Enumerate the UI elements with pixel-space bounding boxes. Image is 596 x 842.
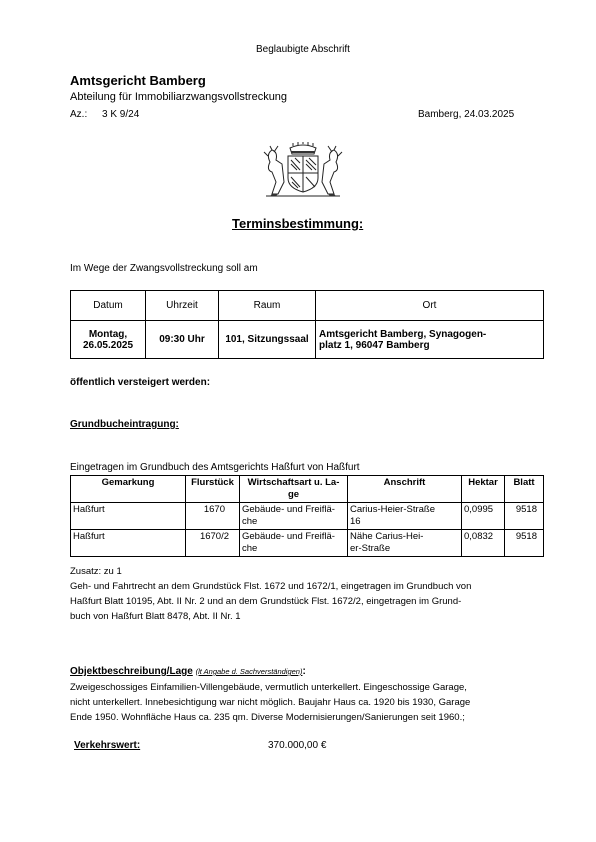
grundbuch-title: Grundbucheintragung:	[70, 419, 179, 430]
schedule-date-weekday: Montag,	[88, 328, 128, 340]
schedule-header-date: Datum	[71, 291, 146, 321]
zusatz-block	[70, 564, 471, 624]
auction-text: öffentlich versteigert werden:	[70, 377, 211, 388]
schedule-table	[70, 290, 544, 359]
court-name: Amtsgericht Bamberg	[70, 73, 206, 88]
schedule-header-place: Ort	[316, 291, 544, 321]
schedule-header-time: Uhrzeit	[146, 291, 219, 321]
bavarian-coat-of-arms-icon	[262, 142, 344, 198]
objekt-description	[70, 680, 470, 725]
certified-copy-note: Beglaubigte Abschrift	[256, 44, 350, 55]
objekt-line: Zweigeschossiges Einfamilien-Villengebäude, vermutlich unterkellert. Eingeschossige Garage,	[70, 682, 467, 693]
table-row	[71, 530, 544, 557]
schedule-date	[71, 321, 146, 359]
gb-gemarkung: Haßfurt	[71, 530, 186, 557]
gb-blatt: 9518	[505, 503, 544, 530]
document-heading: Terminsbestimmung:	[232, 216, 364, 231]
intro-text: Im Wege der Zwangsvollstreckung soll am	[70, 263, 258, 274]
gb-anschrift-line1: Carius-Heier-Straße	[350, 504, 435, 515]
gb-flurstueck: 1670	[186, 503, 240, 530]
gb-wirtschaftsart-line2: che	[242, 543, 258, 554]
zusatz-line: Geh- und Fahrtrecht an dem Grundstück Flst. 1672 und 1672/1, eingetragen im Grundbuch von	[70, 581, 472, 592]
objekt-heading	[70, 666, 306, 677]
schedule-room: 101, Sitzungssaal	[219, 321, 316, 359]
gb-wirtschaftsart-line2: che	[242, 516, 258, 527]
gb-anschrift	[348, 503, 462, 530]
objekt-colon: :	[302, 666, 306, 677]
objekt-note: (lt Angabe d. Sachverständigen)	[195, 667, 303, 676]
gb-wirtschaftsart-line1: Gebäude- und Freiflä-	[242, 531, 335, 542]
table-row	[71, 503, 544, 530]
gb-anschrift-line1: Nähe Carius-Hei-	[350, 531, 424, 542]
gb-header-wirtschaftsart	[240, 476, 348, 503]
schedule-time: 09:30 Uhr	[146, 321, 219, 359]
gb-wirtschaftsart	[240, 503, 348, 530]
gb-header-wirtschaftsart-line2: ge	[287, 489, 300, 500]
gb-hektar: 0,0995	[462, 503, 505, 530]
verkehrswert-value: 370.000,00 €	[268, 740, 327, 751]
gb-header-anschrift: Anschrift	[348, 476, 462, 503]
gb-wirtschaftsart	[240, 530, 348, 557]
schedule-place	[316, 321, 544, 359]
gb-anschrift-line2: er-Straße	[350, 543, 391, 554]
grundbuch-intro: Eingetragen im Grundbuch des Amtsgerichts Haßfurt von Haßfurt	[70, 462, 360, 473]
schedule-date-value: 26.05.2025	[82, 339, 134, 351]
objekt-line: nicht unterkellert. Innebesichtigung war nicht möglich. Baujahr Haus ca. 1920 bis 1930, Garage	[70, 697, 471, 708]
gb-blatt: 9518	[505, 530, 544, 557]
grundbuch-table	[70, 475, 544, 557]
place-date: Bamberg, 24.03.2025	[418, 109, 515, 120]
schedule-place-line2: platz 1, 96047 Bamberg	[319, 339, 430, 351]
gb-wirtschaftsart-line1: Gebäude- und Freiflä-	[242, 504, 335, 515]
gb-header-wirtschaftsart-line1: Wirtschaftsart u. La-	[247, 477, 340, 488]
court-department: Abteilung für Immobiliarzwangsvollstreckung	[70, 91, 288, 103]
az-value: 3 K 9/24	[102, 109, 140, 120]
objekt-title: Objektbeschreibung/Lage	[70, 666, 193, 677]
gb-anschrift	[348, 530, 462, 557]
verkehrswert-label: Verkehrswert:	[74, 740, 141, 751]
objekt-line: Ende 1950. Wohnfläche Haus ca. 235 qm. Diverse Modernisierungen/Sanierungen seit 1960.;	[70, 712, 465, 723]
schedule-header-room: Raum	[219, 291, 316, 321]
gb-header-flurstueck: Flurstück	[186, 476, 240, 503]
gb-gemarkung: Haßfurt	[71, 503, 186, 530]
schedule-place-line1: Amtsgericht Bamberg, Synagogen-	[319, 328, 487, 340]
zusatz-line: Zusatz: zu 1	[70, 566, 122, 577]
zusatz-line: Haßfurt Blatt 10195, Abt. II Nr. 2 und an dem Grundstück Flst. 1672/2, eingetragen im Grund-	[70, 596, 462, 607]
zusatz-line: buch von Haßfurt Blatt 8478, Abt. II Nr. 1	[70, 611, 241, 622]
gb-flurstueck: 1670/2	[186, 530, 240, 557]
gb-header-hektar: Hektar	[462, 476, 505, 503]
gb-header-gemarkung: Gemarkung	[71, 476, 186, 503]
az-label: Az.:	[70, 109, 88, 120]
gb-anschrift-line2: 16	[350, 516, 361, 527]
gb-header-blatt: Blatt	[505, 476, 544, 503]
gb-hektar: 0,0832	[462, 530, 505, 557]
